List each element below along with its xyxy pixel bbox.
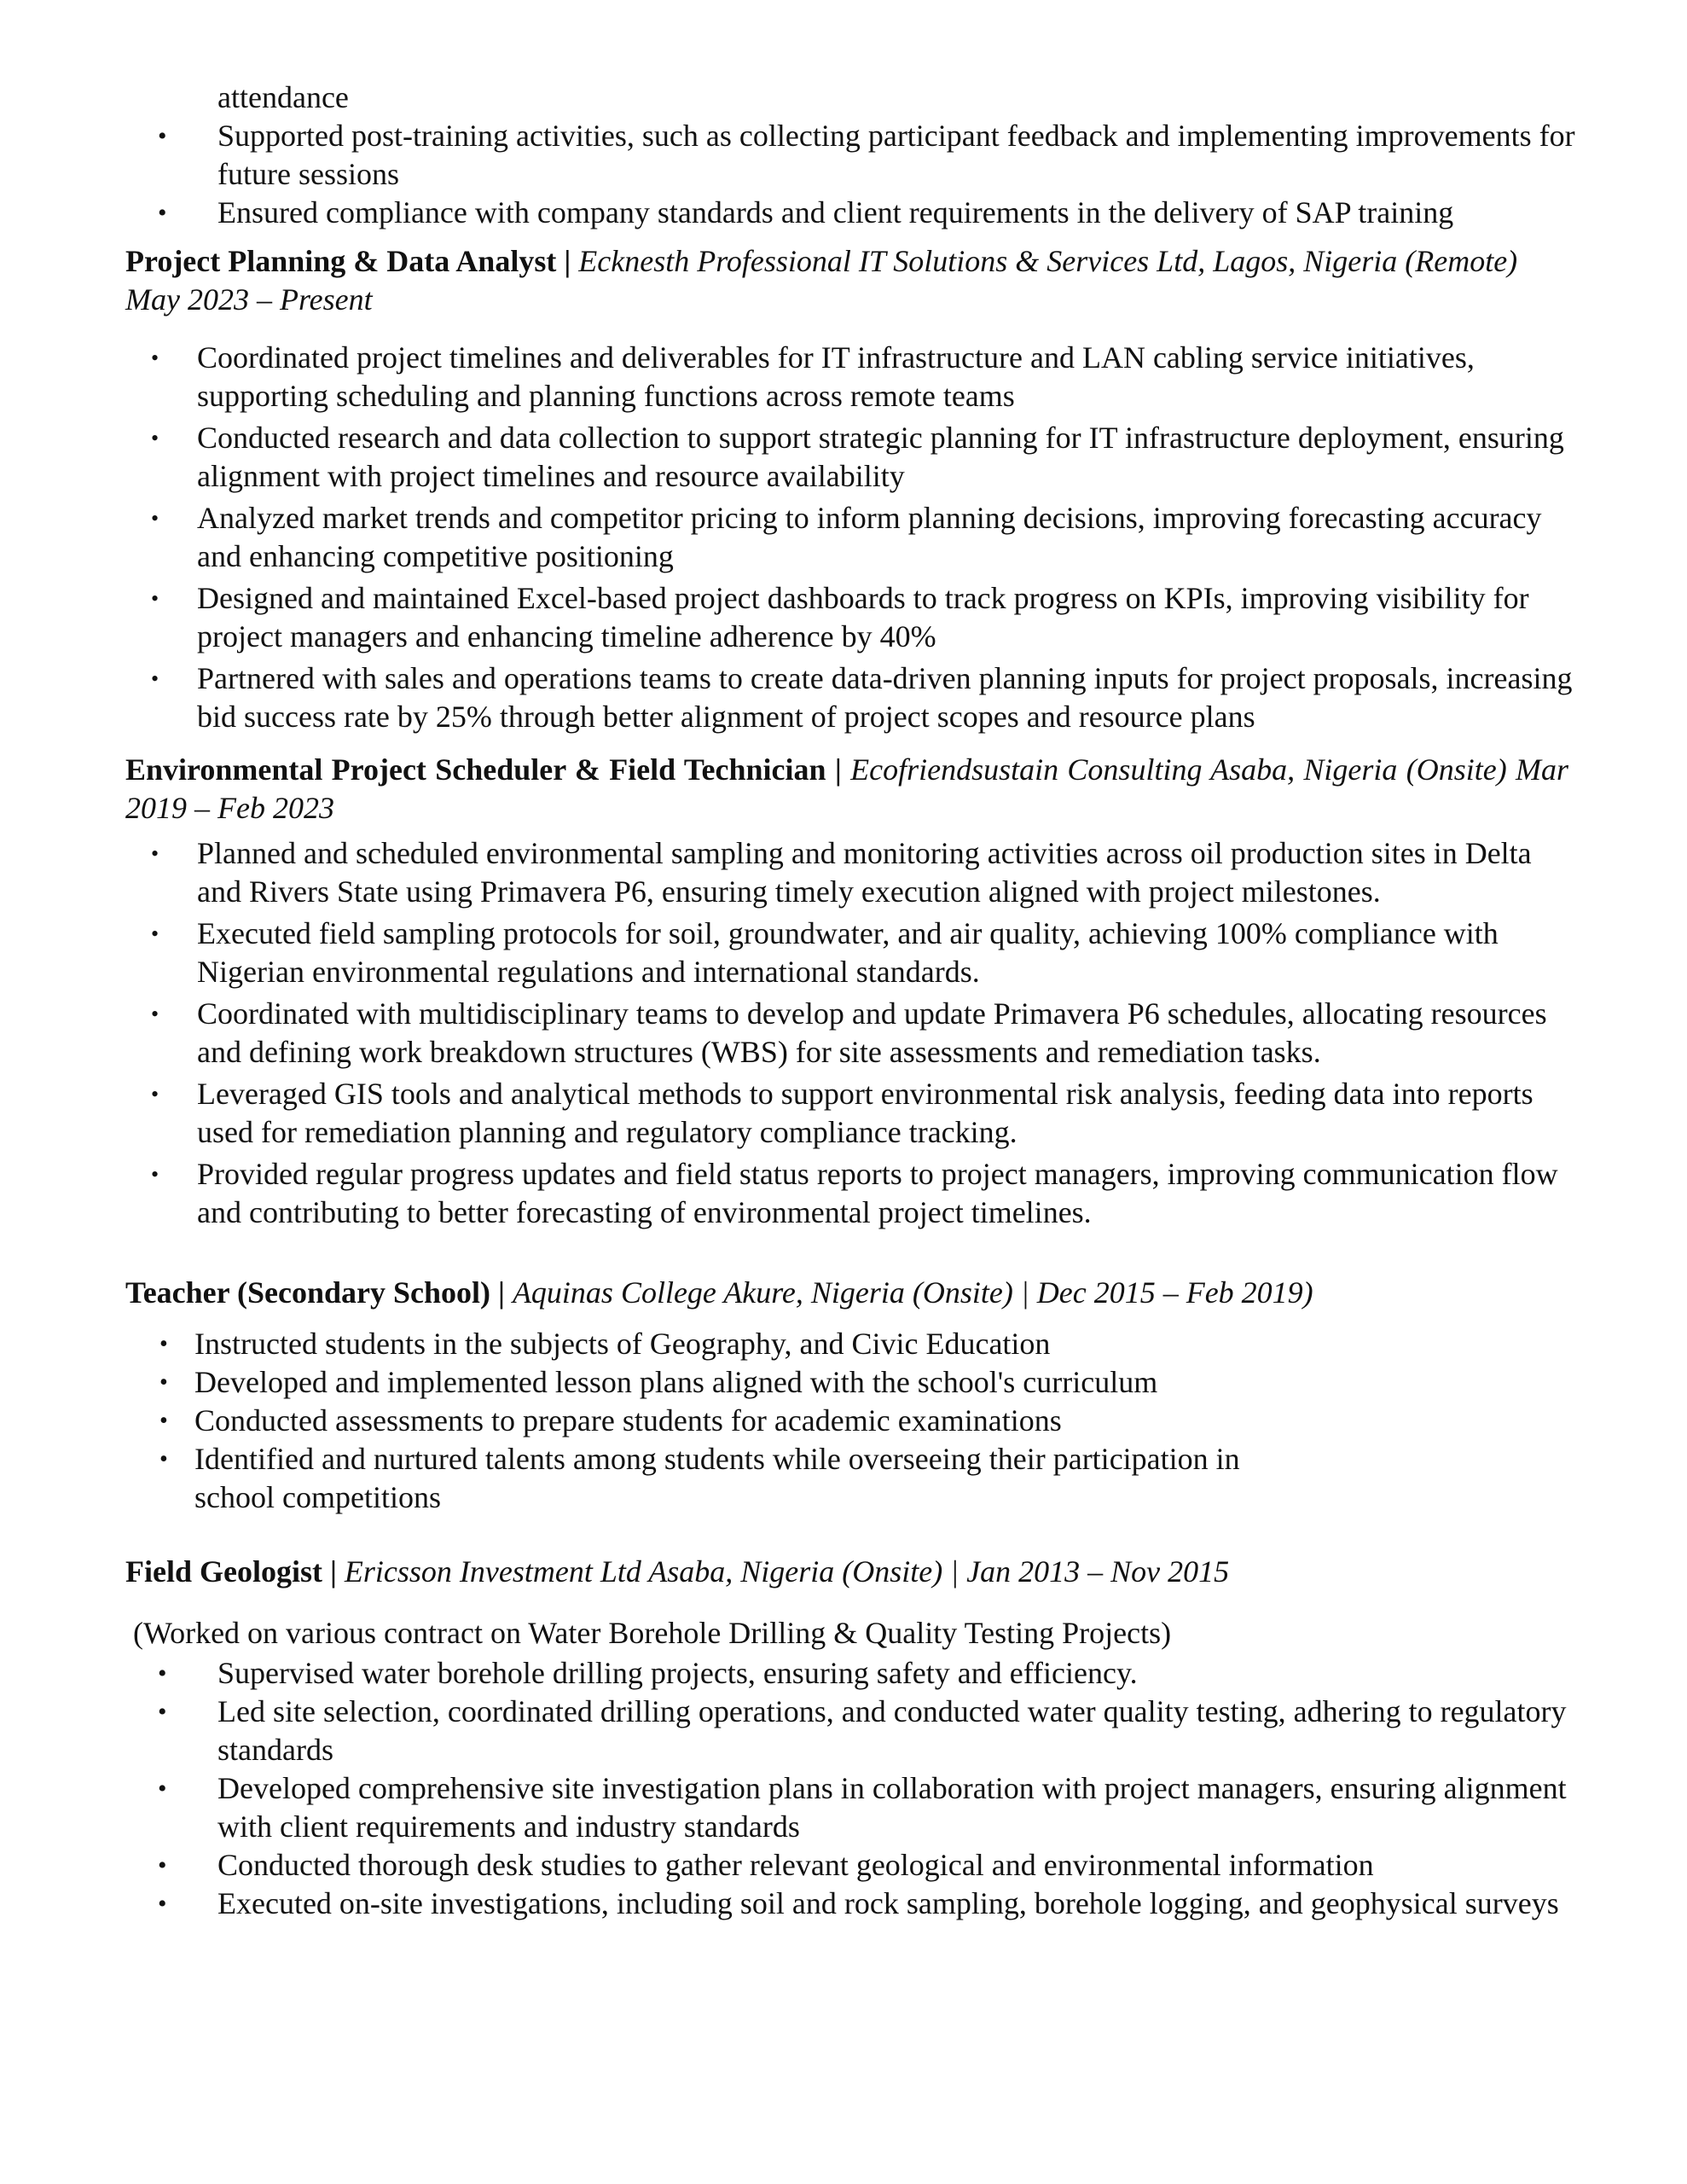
bullet-text: Developed comprehensive site investigation plans in collaboration with project managers, ensuring alignment with client requirements and industry standards [217, 1771, 1567, 1844]
list-item [125, 499, 1575, 576]
bullet-icon: • [158, 1698, 167, 1726]
list-item [125, 995, 1575, 1072]
bullet-text: Coordinated project timelines and deliverables for IT infrastructure and LAN cabling service initiatives, supporting scheduling and planning functions across remote teams [197, 340, 1475, 413]
list-item [125, 659, 1575, 736]
list-item [125, 1363, 1575, 1402]
bullet-text: Provided regular progress updates and field status reports to project managers, improving communication flow and contributing to better forecasting of environmental project timelines. [197, 1157, 1558, 1229]
bullet-text: Ensured compliance with company standards and client requirements in the delivery of SAP training [217, 195, 1454, 229]
list-item [125, 915, 1575, 991]
intro-bullet-list [125, 78, 1575, 232]
job-note: (Worked on various contract on Water Borehole Drilling & Quality Testing Projects) [133, 1616, 1172, 1650]
bullet-text: Analyzed market trends and competitor pricing to inform planning decisions, improving forecasting accuracy and enhancing competitive positioning [197, 501, 1542, 573]
list-item [125, 1402, 1575, 1440]
bullet-icon: • [151, 666, 159, 691]
job-header [125, 1274, 1575, 1312]
job-bullet-list [125, 339, 1575, 736]
job-separator: | [329, 1554, 337, 1589]
bullet-text: Conducted assessments to prepare students for academic examinations [194, 1403, 1062, 1438]
bullet-icon: • [151, 1162, 159, 1187]
bullet-icon: • [158, 1659, 167, 1687]
bullet-icon: • [151, 506, 159, 531]
bullet-text: Planned and scheduled environmental sampling and monitoring activities across oil production sites in Delta and Rivers State using Primavera P6, ensuring timely execution aligned with project milestones. [197, 836, 1532, 909]
job-entry-teacher [125, 1274, 1575, 1517]
list-item [125, 1325, 1575, 1363]
intro-section [125, 78, 1575, 232]
list-item [125, 579, 1575, 656]
list-item [125, 1075, 1575, 1152]
list-item [125, 1440, 1575, 1517]
bullet-text: Coordinated with multidisciplinary teams to develop and update Primavera P6 schedules, allocating resources and defining work breakdown structures (WBS) for site assessments and remediation tasks. [197, 996, 1547, 1069]
bullet-text: Supervised water borehole drilling projects, ensuring safety and efficiency. [217, 1656, 1138, 1690]
job-entry-field-geologist [125, 1553, 1575, 1923]
list-item [125, 194, 1575, 232]
bullet-text: Instructed students in the subjects of Geography, and Civic Education [194, 1327, 1051, 1361]
bullet-text: Developed and implemented lesson plans aligned with the school's curriculum [194, 1365, 1158, 1399]
job-separator: | [498, 1275, 505, 1310]
bullet-icon: • [151, 346, 159, 370]
bullet-text: Leveraged GIS tools and analytical methods to support environmental risk analysis, feeding data into reports used for remediation planning and regulatory compliance tracking. [197, 1077, 1533, 1149]
bullet-icon: • [151, 1002, 159, 1026]
list-item [125, 339, 1575, 415]
intro-continuation-line [125, 78, 1575, 117]
bullet-icon: • [158, 1851, 167, 1879]
job-title: Teacher (Secondary School) [125, 1275, 490, 1310]
bullet-icon: • [151, 426, 159, 450]
list-item [125, 1693, 1575, 1769]
job-separator: | [834, 752, 842, 787]
list-item [125, 1155, 1575, 1232]
bullet-icon: • [158, 199, 167, 227]
bullet-icon: • [158, 1890, 167, 1918]
bullet-text: Executed field sampling protocols for soil, groundwater, and air quality, achieving 100% compliance with Nigerian environmental regulations and international standards. [197, 916, 1499, 989]
bullet-text: Led site selection, coordinated drilling operations, and conducted water quality testing, adhering to regulatory standards [217, 1694, 1567, 1767]
intro-continuation-text: attendance [217, 80, 349, 114]
job-bullet-list [125, 834, 1575, 1232]
bullet-text: Partnered with sales and operations teams to create data-driven planning inputs for project proposals, increasing bid success rate by 25% through better alignment of project scopes and resource plans [197, 661, 1573, 734]
list-item [125, 1885, 1575, 1923]
bullet-text: Designed and maintained Excel-based project dashboards to track progress on KPIs, improving visibility for project managers and enhancing timeline adherence by 40% [197, 581, 1529, 653]
bullet-icon: • [158, 122, 167, 150]
list-item [125, 834, 1575, 911]
job-title: Project Planning & Data Analyst [125, 244, 557, 278]
job-header [125, 242, 1575, 319]
bullet-text: Identified and nurtured talents among students while overseeing their participation in school competitions [194, 1442, 1240, 1514]
job-title: Field Geologist [125, 1554, 322, 1589]
job-header [125, 751, 1568, 828]
job-entry-project-planning [125, 242, 1575, 740]
job-company: Ecknesth Professional IT Solutions & Services Ltd, Lagos, Nigeria (Remote) May 2023 – Present [125, 244, 1518, 317]
job-entry-environmental-scheduler [125, 751, 1575, 1235]
bullet-icon: • [151, 841, 159, 866]
job-bullet-list [125, 1654, 1575, 1923]
bullet-icon: • [159, 1331, 168, 1357]
job-bullet-list [125, 1325, 1575, 1517]
job-title: Environmental Project Scheduler & Field Technician [125, 752, 826, 787]
list-item [125, 1846, 1575, 1885]
list-item [125, 117, 1575, 194]
job-header [125, 1553, 1575, 1591]
bullet-icon: • [151, 586, 159, 611]
job-company: Ericsson Investment Ltd Asaba, Nigeria (Onsite) | Jan 2013 – Nov 2015 [344, 1554, 1230, 1589]
list-item [125, 1654, 1575, 1693]
job-company: Aquinas College Akure, Nigeria (Onsite) | Dec 2015 – Feb 2019) [512, 1275, 1313, 1310]
bullet-icon: • [159, 1446, 168, 1472]
bullet-icon: • [159, 1369, 168, 1396]
bullet-icon: • [151, 921, 159, 946]
bullet-text: Supported post-training activities, such as collecting participant feedback and implementing improvements for future sessions [217, 119, 1575, 191]
bullet-text: Executed on-site investigations, including soil and rock sampling, borehole logging, and geophysical surveys [217, 1886, 1559, 1920]
bullet-icon: • [158, 1774, 167, 1803]
bullet-text: Conducted thorough desk studies to gather relevant geological and environmental information [217, 1848, 1374, 1882]
job-separator: | [564, 244, 571, 278]
bullet-text: Conducted research and data collection to support strategic planning for IT infrastructure deployment, ensuring alignment with project timelines and resource availability [197, 421, 1564, 493]
bullet-icon: • [159, 1408, 168, 1434]
list-item [125, 419, 1575, 496]
list-item [125, 1769, 1575, 1846]
bullet-icon: • [151, 1082, 159, 1107]
job-company: Ecofriendsustain Consulting Asaba, Nigeria (Onsite) Mar 2019 – Feb 2023 [125, 752, 1568, 825]
